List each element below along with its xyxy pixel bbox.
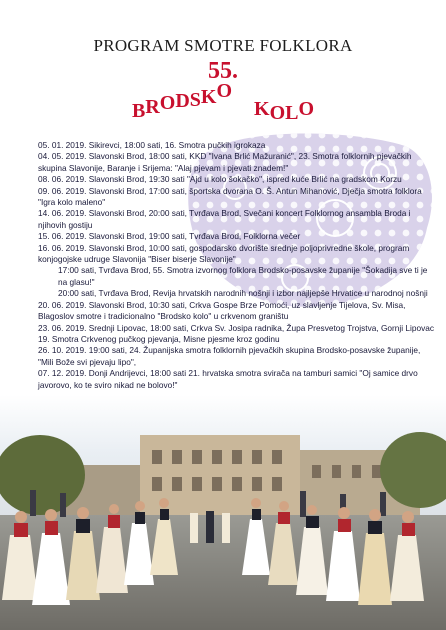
schedule-item: 23. 06. 2019. Srednji Lipovac, 18:00 sati, Crkva Sv. Josipa radnika, Župa Presvetog Trojstva, Gornji Lipovac 19. Smotra Crkvenog pučkog pjevanja, Misne pjesme kroz godinu	[38, 322, 435, 344]
schedule-item: 04. 05. 2019. Slavonski Brod, 18:00 sati, KKD "Ivana Brlić Mažuranić", 23. Smotra folklornih pjevačkih skupina Slavonije, Baranje i Srijema: "Alaj pjevam i pjevati znadem!"	[38, 151, 412, 173]
schedule-item: 17:00 sati, Tvrđava Brod, 55. Smotra izvornog folklora Brodsko-posavske županije "Šokadija sve ti je na glasu!"	[58, 265, 428, 287]
logo-letter: R	[145, 96, 160, 118]
logo-letter: B	[131, 100, 146, 122]
schedule-item: 07. 12. 2019. Donji Andrijevci, 18:00 sati 21. hrvatska smotra svirača na tamburi samici "Oj samice drvo javorovo, ko te sviro nikad ne bolovo!"	[38, 368, 418, 390]
schedule-item: 26. 10. 2019. 19:00 sati, 24. Županijska smotra folklornih pjevačkih skupina Brodsko-posavske županije, "Mili Bože svi pjevaju lipo",	[38, 345, 421, 367]
schedule-item: 09. 06. 2019. Slavonski Brod, 17:00 sati, športska dvorana O. Š. Antun Mihanović, Dječja smotra folklora "Igra kolo maleno"	[38, 185, 422, 208]
logo-letter: K	[200, 86, 217, 108]
logo-letter: K	[254, 98, 270, 120]
brodsko-kolo-logo	[0, 80, 446, 126]
schedule-item: 15. 06. 2019. Slavonski Brod, 19:00 sati, Tvrđava Brod, Folklorna večer	[38, 231, 301, 242]
edition-number: 55.	[208, 58, 238, 84]
folklore-dancers-photo	[0, 395, 446, 630]
schedule-item: 05. 01. 2019. Sikirevci, 18:00 sati, 16. Smotra pučkih igrokaza	[38, 140, 266, 150]
logo-letter: O	[269, 102, 286, 124]
page-title: PROGRAM SMOTRE FOLKLORA	[93, 36, 353, 55]
schedule-item: 20:00 sati, Tvrđava Brod, Revija hrvatskih narodnih nošnji i izbor najljepše Hrvatice u narodnoj nošnji	[58, 288, 428, 299]
logo-letter: O	[159, 92, 176, 114]
schedule-item: 20. 06. 2019. Slavonski Brod, 10:30 sati, Crkva Gospe Brze Pomoći, uz slavljenje Tijelova, Sv. Misa, Blagoslov smotre i tradicionalno "Brodsko kolo" u crkvenom graništu	[38, 299, 406, 322]
schedule-item: 08. 06. 2019. Slavonski Brod, 19:30 sati "Ajd u kolo šokačko", ispred kuće Brlić na gradskom Korzu	[38, 174, 402, 185]
event-schedule	[38, 140, 434, 391]
logo-letter: O	[216, 80, 233, 102]
logo-letter: O	[298, 98, 315, 120]
schedule-item: 16. 06. 2019. Slavonski Brod, 10:00 sati, gospodarsko dvorište srednje poljoprivredne škole, program konjogojske udruge Slavonija "Biser biserje Slavonije"	[38, 242, 410, 265]
logo-letter: S	[189, 89, 201, 111]
logo-letter: D	[175, 90, 190, 112]
schedule-item: 14. 06. 2019. Slavonski Brod, 20:00 sati, Tvrđava Brod, Svečani koncert Folklornog ansambla Broda i njihovih gostiju	[38, 208, 411, 230]
logo-letter: L	[285, 102, 299, 124]
